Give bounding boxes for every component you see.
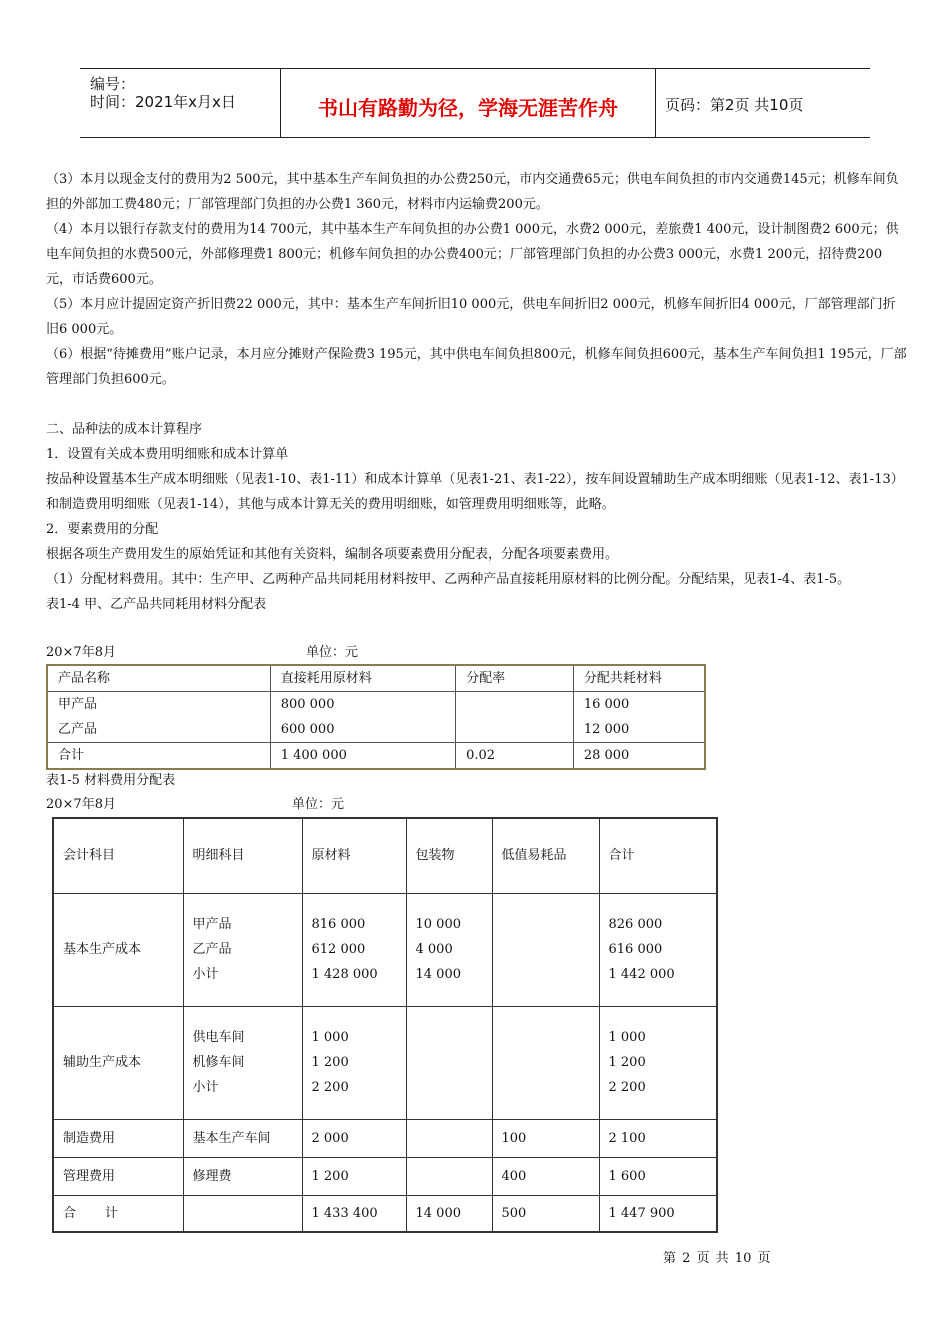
- material-cost-allocation-table: [52, 817, 718, 1233]
- table2-caption: 表1-5 材料费用分配表: [46, 773, 176, 788]
- packaging-cell: [406, 1119, 492, 1157]
- table-cell: 800 000: [270, 692, 455, 718]
- table-header-cell: 会计科目: [53, 818, 183, 893]
- detail-cell: [183, 1195, 302, 1232]
- header-page-label: 页码：第2页 共10页: [665, 96, 804, 114]
- material-shared-allocation-table: [46, 664, 706, 770]
- table-row: [53, 1157, 717, 1195]
- cell-line: 2 200: [311, 1080, 349, 1095]
- table-header-cell: 明细科目: [183, 818, 302, 893]
- table2-date: 20×7年8月: [46, 797, 116, 812]
- section-heading: 二、品种法的成本计算程序: [46, 422, 203, 437]
- account-cell: 制造费用: [53, 1119, 183, 1157]
- table-total-row: [53, 1195, 717, 1232]
- table-cell: [456, 692, 574, 718]
- low-value-cell: 100: [492, 1119, 599, 1157]
- document-number-label: 编号：: [90, 75, 136, 93]
- cell-line: 1 000: [608, 1030, 646, 1045]
- cell-line: 816 000: [311, 917, 366, 932]
- table2-unit: 单位：元: [292, 797, 345, 812]
- table-row: [47, 743, 705, 770]
- low-value-cell: 400: [492, 1157, 599, 1195]
- subsection-heading-1: 1．设置有关成本费用明细账和成本计算单: [46, 447, 289, 462]
- table1-caption: 表1-4 甲、乙产品共同耗用材料分配表: [46, 597, 267, 612]
- table-cell: 28 000: [573, 743, 705, 770]
- table-row: [47, 692, 705, 718]
- table-cell: 1 400 000: [270, 743, 455, 770]
- cell-line: 小计: [192, 967, 219, 982]
- raw-material-cell: [302, 893, 406, 1006]
- document-time-label: 时间：2021年x月x日: [90, 93, 236, 111]
- table-header-cell: 分配共耗材料: [573, 665, 705, 692]
- total-cell: [599, 893, 717, 1006]
- cell-line: 1 428 000: [311, 967, 378, 982]
- table-cell: [456, 717, 574, 743]
- account-cell: 基本生产成本: [53, 893, 183, 1006]
- table1-date: 20×7年8月: [46, 645, 116, 660]
- packaging-cell: [406, 893, 492, 1006]
- detail-cell: [183, 893, 302, 1006]
- subsection-body-2: 根据各项生产费用发生的原始凭证和其他有关资料，编制各项要素费用分配表，分配各项要素费用。: [46, 547, 619, 562]
- table-cell: 16 000: [573, 692, 705, 718]
- subsection-heading-2: 2．要素费用的分配: [46, 522, 159, 537]
- raw-material-cell: [302, 1006, 406, 1119]
- table-header-row: [53, 818, 717, 893]
- detail-cell: 修理费: [183, 1157, 302, 1195]
- document-header: [80, 68, 870, 138]
- body-text: [46, 167, 908, 617]
- table-cell: 12 000: [573, 717, 705, 743]
- detail-cell: [183, 1006, 302, 1119]
- header-motto-cell: [280, 69, 656, 137]
- table-header-cell: 包装物: [406, 818, 492, 893]
- table-cell: 合计: [47, 743, 270, 770]
- cell-line: 1 000: [311, 1030, 349, 1045]
- account-cell: 管理费用: [53, 1157, 183, 1195]
- page-footer: 第 2 页 共 10 页: [663, 1251, 771, 1266]
- total-cell: [599, 1006, 717, 1119]
- table-row: [53, 1006, 717, 1119]
- table-cell: 600 000: [270, 717, 455, 743]
- raw-material-cell: 1 200: [302, 1157, 406, 1195]
- paragraph-6: （6）根据“待摊费用”账户记录，本月应分摊财产保险费3 195元，其中供电车间负担800元，机修车间负担600元，基本生产车间负担1 195元，厂部管理部门负担600元。: [46, 347, 907, 387]
- cell-line: 10 000: [415, 917, 461, 932]
- table-row: [53, 893, 717, 1006]
- account-cell: 辅助生产成本: [53, 1006, 183, 1119]
- raw-material-cell: 2 000: [302, 1119, 406, 1157]
- cell-line: 4 000: [415, 942, 453, 957]
- total-cell: 2 100: [599, 1119, 717, 1157]
- table-row: [53, 1119, 717, 1157]
- low-value-cell: 500: [492, 1195, 599, 1232]
- paragraph-4: （4）本月以银行存款支付的费用为14 700元，其中基本生产车间负担的办公费1 000元，水费2 000元，差旅费1 400元，设计制图费2 600元；供电车间负担的水费500元，外部修理费1 800元；机修车间负担的办公费400元；厂部管理部门负担的办公费3 000元，水费1 200元，招待费200元，市话费600元。: [46, 222, 899, 287]
- cell-line: 1 200: [608, 1055, 646, 1070]
- table-header-cell: 合计: [599, 818, 717, 893]
- paragraph-3: （3）本月以现金支付的费用为2 500元，其中基本生产车间负担的办公费250元，市内交通费65元；供电车间负担的市内交通费145元；机修车间负担的外部加工费480元；厂部管理部门负担的办公费1 360元，材料市内运输费200元。: [46, 172, 899, 212]
- cell-line: 机修车间: [192, 1055, 245, 1070]
- header-motto: 书山有路勤为径，学海无涯苦作舟: [318, 96, 618, 120]
- packaging-cell: [406, 1006, 492, 1119]
- cell-line: 乙产品: [192, 942, 232, 957]
- cell-line: 612 000: [311, 942, 366, 957]
- cell-line: 1 442 000: [608, 967, 675, 982]
- table-header-cell: 分配率: [456, 665, 574, 692]
- cell-line: 2 200: [608, 1080, 646, 1095]
- table-cell: 乙产品: [47, 717, 270, 743]
- packaging-cell: 14 000: [406, 1195, 492, 1232]
- cell-line: 616 000: [608, 942, 663, 957]
- cell-line: 826 000: [608, 917, 663, 932]
- low-value-cell: [492, 893, 599, 1006]
- table-cell: 甲产品: [47, 692, 270, 718]
- cell-line: 1 200: [311, 1055, 349, 1070]
- cell-line: 供电车间: [192, 1030, 245, 1045]
- table-header-cell: 直接耗用原材料: [270, 665, 455, 692]
- account-cell: 合 计: [53, 1195, 183, 1232]
- table-cell: 0.02: [456, 743, 574, 770]
- table-header-cell: 产品名称: [47, 665, 270, 692]
- material-allocation-paragraph: （1）分配材料费用。其中：生产甲、乙两种产品共同耗用材料按甲、乙两种产品直接耗用原材料的比例分配。分配结果，见表1-4、表1-5。: [46, 572, 851, 587]
- header-page-cell: [655, 69, 870, 137]
- cell-line: 14 000: [415, 967, 461, 982]
- header-meta-cell: [80, 69, 280, 137]
- cell-line: 甲产品: [192, 917, 232, 932]
- packaging-cell: [406, 1157, 492, 1195]
- total-cell: 1 447 900: [599, 1195, 717, 1232]
- raw-material-cell: 1 433 400: [302, 1195, 406, 1232]
- table-header-cell: 低值易耗品: [492, 818, 599, 893]
- table1-unit: 单位：元: [306, 645, 359, 660]
- cell-line: 小计: [192, 1080, 219, 1095]
- subsection-body-1: 按品种设置基本生产成本明细账（见表1-10、表1-11）和成本计算单（见表1-21、表1-22），按车间设置辅助生产成本明细账（见表1-12、表1-13）和制造费用明细账（见表1-14），其他与成本计算无关的费用明细账，如管理费用明细账等，此略。: [46, 472, 904, 512]
- low-value-cell: [492, 1006, 599, 1119]
- detail-cell: 基本生产车间: [183, 1119, 302, 1157]
- paragraph-5: （5）本月应计提固定资产折旧费22 000元，其中：基本生产车间折旧10 000元，供电车间折旧2 000元，机修车间折旧4 000元，厂部管理部门折旧6 000元。: [46, 297, 896, 337]
- total-cell: 1 600: [599, 1157, 717, 1195]
- table-row: [47, 717, 705, 743]
- table-header-cell: 原材料: [302, 818, 406, 893]
- table-header-row: [47, 665, 705, 692]
